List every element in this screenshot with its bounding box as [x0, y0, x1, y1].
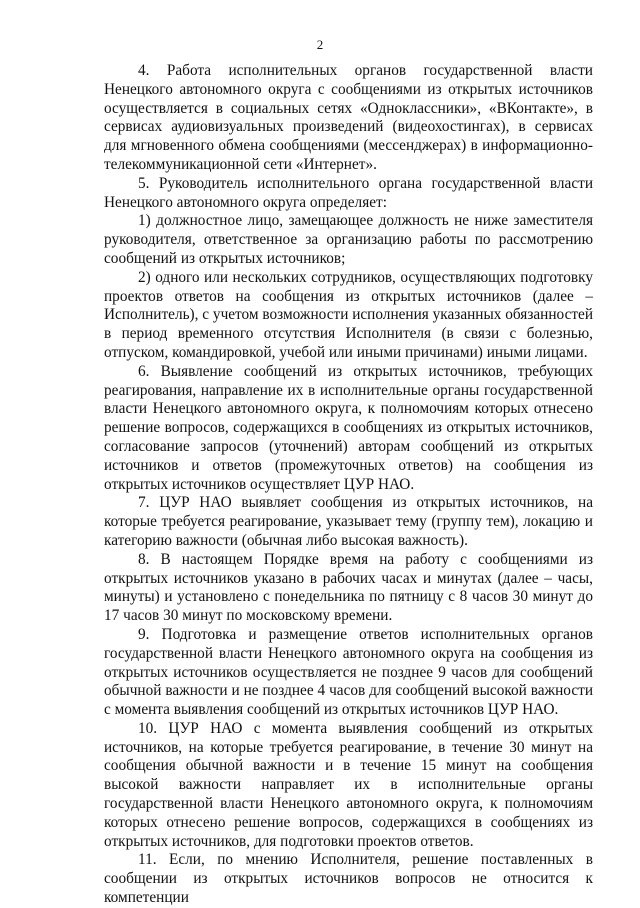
paragraph-item-11: 11. Если, по мнению Исполнителя, решение поставленных в сообщении из открытых источников вопросов не относится к компетенции: [104, 851, 593, 907]
document-body: [104, 62, 593, 908]
paragraph-item-10: 10. ЦУР НАО с момента выявления сообщений из открытых источников, на которые требуется реагирование, в течение 30 минут на сообщения обычной важности и в течение 15 минут на сообщения высокой важности направляет их в исполнительные органы государственной власти Ненецкого автономного округа, к полномочиям которых отнесено решение вопросов, содержащихся в сообщениях из открытых источников, для подготовки проектов ответов.: [104, 719, 593, 850]
paragraph-item-7: 7. ЦУР НАО выявляет сообщения из открытых источников, на которые требуется реагирование, указывает тему (группу тем), локацию и категорию важности (обычная либо высокая важность).: [104, 494, 593, 549]
paragraph-item-4: 4. Работа исполнительных органов государственной власти Ненецкого автономного округа с сообщениями из открытых источников осуществляется в социальных сетях «Одноклассники», «ВКонтакте», в сервисах аудиовизуальных произведений (видеохостингах), в сервисах для мгновенного обмена сообщениями (мессенджерах) в информационно-телекоммуникационной сети «Интернет».: [104, 62, 593, 173]
paragraph-item-9: 9. Подготовка и размещение ответов исполнительных органов государственной власти Ненецкого автономного округа на сообщения из открытых источников осуществляется не позднее 9 часов для сообщений обычной важности и не позднее 4 часов для сообщений высокой важности с момента выявления сообщений из открытых источников ЦУР НАО.: [104, 625, 593, 719]
subparagraph-1: 1) должностное лицо, замещающее должность не ниже заместителя руководителя, ответственное за организацию работы по рассмотрению сообщений из открытых источников;: [104, 212, 593, 267]
paragraph-item-6: 6. Выявление сообщений из открытых источников, требующих реагирования, направление их в исполнительные органы государственной власти Ненецкого автономного округа, к полномочиям которых отнесено решение вопросов, содержащихся в сообщениях из открытых источников, согласование запросов (уточнений) авторам сообщений из открытых источников и ответов (промежуточных ответов) на сообщения из открытых источников осуществляет ЦУР НАО.: [104, 362, 593, 493]
paragraph-item-8: 8. В настоящем Порядке время на работу с сообщениями из открытых источников указано в рабочих часах и минутах (далее – часы, минуты) и установлено с понедельника по пятницу с 8 часов 30 минут до 17 часов 30 минут по московскому времени.: [104, 550, 593, 625]
subparagraph-2: 2) одного или нескольких сотрудников, осуществляющих подготовку проектов ответов на сообщения из открытых источников (далее – Исполнитель), с учетом возможности исполнения указанных обязанностей в период временного отсутствия Исполнителя (в связи с болезнью, отпуском, командировкой, учебой или иными причинами) иными лицами.: [104, 268, 594, 361]
paragraph-item-5: 5. Руководитель исполнительного органа государственной власти Ненецкого автономного округа определяет:: [104, 174, 593, 211]
page-number: 2: [316, 37, 324, 52]
